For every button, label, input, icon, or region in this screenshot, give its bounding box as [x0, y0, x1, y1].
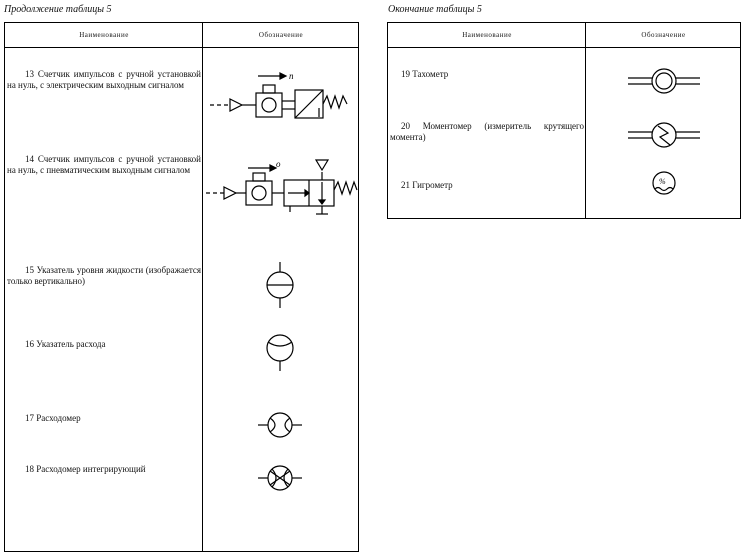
row-text: Счетчик импульсов с ручной установкой на нуль, с пневматическим выходным сигналом: [7, 154, 201, 175]
row-number: 16: [25, 339, 34, 349]
row-number: 18: [25, 464, 34, 474]
row-number: 15: [25, 265, 34, 275]
row-text: Моментомер (измеритель крутящего момента): [390, 121, 584, 142]
row-text: Счетчик импульсов с ручной установкой на нуль, с электрическим выходным сигналом: [7, 69, 201, 90]
right-header-name: Наименование: [462, 31, 512, 39]
row-text: Указатель уровня жидкости (изображается только вертикально): [7, 265, 201, 286]
hygrometer-label: %: [659, 177, 666, 186]
left-table-caption: Продолжение таблицы 5: [4, 4, 112, 15]
row-number: 19: [401, 69, 410, 79]
pneumatic-output-label: o: [276, 159, 281, 169]
right-table-caption: Окончание таблицы 5: [388, 4, 482, 15]
row-number: 20: [401, 121, 410, 131]
row-number: 14: [25, 154, 34, 164]
row-text: Тахометр: [412, 69, 449, 79]
row-number: 17: [25, 413, 34, 423]
row-text: Гигрометр: [412, 180, 453, 190]
row-text: Расходомер интегрирующий: [36, 464, 146, 474]
row-text: Указатель расхода: [36, 339, 106, 349]
left-header-symbol: Обозначение: [258, 31, 304, 39]
row-text: Расходомер: [36, 413, 81, 423]
left-header-name: Наименование: [79, 31, 129, 39]
electric-output-label: n: [289, 71, 294, 81]
row-number: 21: [401, 180, 410, 190]
right-header-symbol: Обозначение: [641, 31, 686, 39]
row-number: 13: [25, 69, 34, 79]
